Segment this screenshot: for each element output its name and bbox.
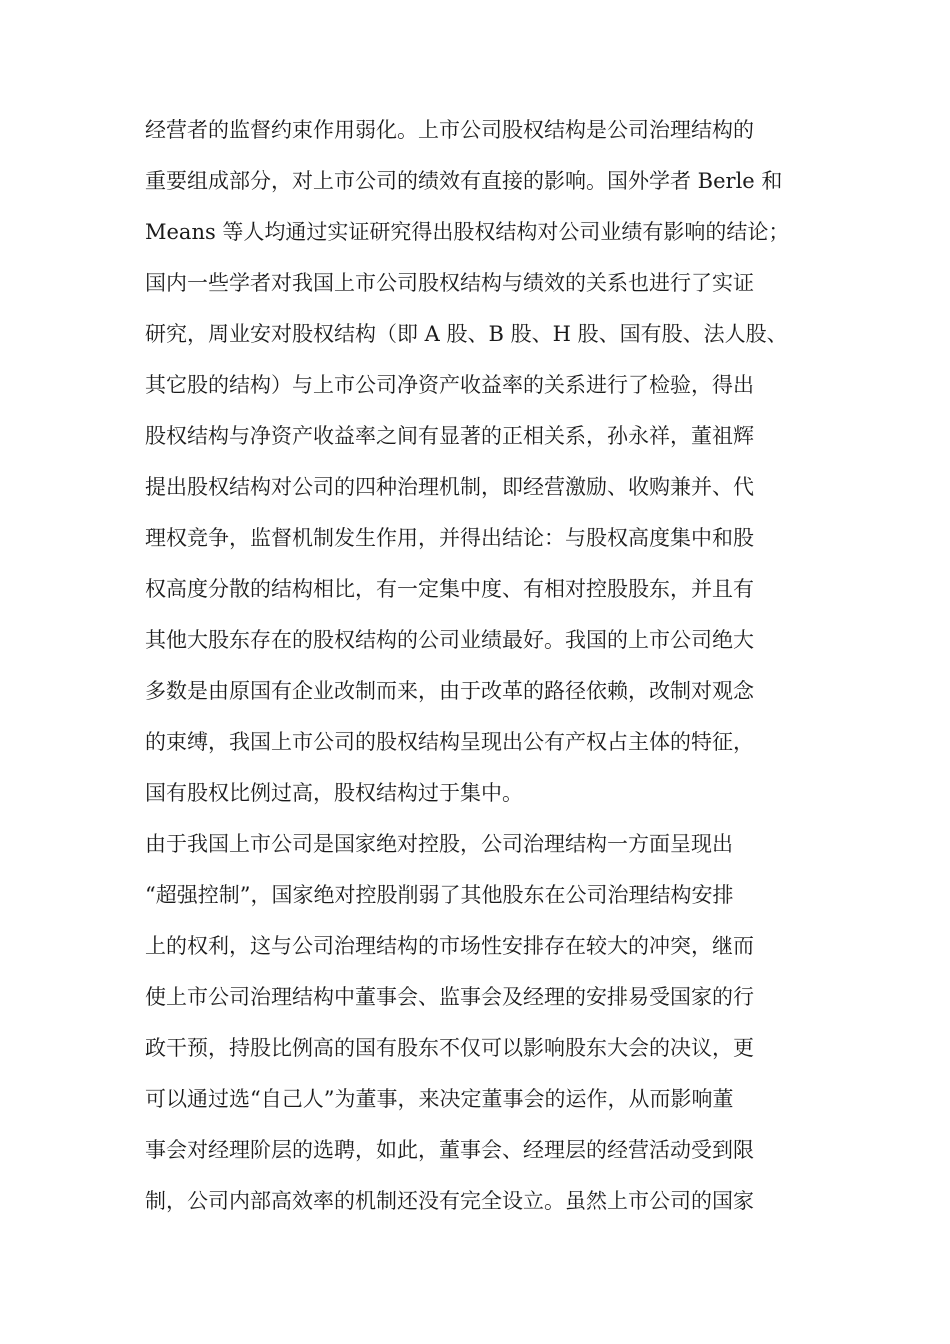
paragraph-1 xyxy=(145,105,835,819)
document-body xyxy=(145,105,835,1227)
text-line: 权高度分散的结构相比，有一定集中度、有相对控股股东，并且有 xyxy=(145,577,754,601)
text-line: 使上市公司治理结构中董事会、监事会及经理的安排易受国家的行 xyxy=(145,985,754,1009)
text-line: 研究，周业安对股权结构（即 A 股、B 股、H 股、国有股、法人股、 xyxy=(145,322,788,346)
text-line: Means 等人均通过实证研究得出股权结构对公司业绩有影响的结论； xyxy=(145,220,790,244)
text-line: 提出股权结构对公司的四种治理机制，即经营激励、收购兼并、代 xyxy=(145,475,754,499)
text-line: 其他大股东存在的股权结构的公司业绩最好。我国的上市公司绝大 xyxy=(145,628,754,652)
text-line: 制，公司内部高效率的机制还没有完全设立。虽然上市公司的国家 xyxy=(145,1189,754,1213)
paragraph-2 xyxy=(145,819,835,1227)
text-line: 上的权利，这与公司治理结构的市场性安排存在较大的冲突，继而 xyxy=(145,934,754,958)
text-line: 理权竞争，监督机制发生作用，并得出结论：与股权高度集中和股 xyxy=(145,526,754,550)
text-line: 国内一些学者对我国上市公司股权结构与绩效的关系也进行了实证 xyxy=(145,271,754,295)
text-line: 可以通过选“自己人”为董事，来决定董事会的运作，从而影响董 xyxy=(145,1087,734,1111)
text-line: 股权结构与净资产收益率之间有显著的正相关系，孙永祥，董祖辉 xyxy=(145,424,754,448)
text-line: 事会对经理阶层的选聘，如此，董事会、经理层的经营活动受到限 xyxy=(145,1138,754,1162)
text-line: 多数是由原国有企业改制而来，由于改革的路径依赖，改制对观念 xyxy=(145,679,754,703)
text-line: 经营者的监督约束作用弱化。上市公司股权结构是公司治理结构的 xyxy=(145,118,754,142)
text-line: “超强控制”，国家绝对控股削弱了其他股东在公司治理结构安排 xyxy=(145,883,734,907)
text-line: 其它股的结构）与上市公司净资产收益率的关系进行了检验，得出 xyxy=(145,373,754,397)
text-line: 重要组成部分，对上市公司的绩效有直接的影响。国外学者 Berle 和 xyxy=(145,169,783,193)
text-line: 的束缚，我国上市公司的股权结构呈现出公有产权占主体的特征， xyxy=(145,730,754,754)
text-line: 政干预，持股比例高的国有股东不仅可以影响股东大会的决议，更 xyxy=(145,1036,754,1060)
text-line: 由于我国上市公司是国家绝对控股，公司治理结构一方面呈现出 xyxy=(145,832,733,856)
text-line: 国有股权比例过高，股权结构过于集中。 xyxy=(145,781,523,805)
